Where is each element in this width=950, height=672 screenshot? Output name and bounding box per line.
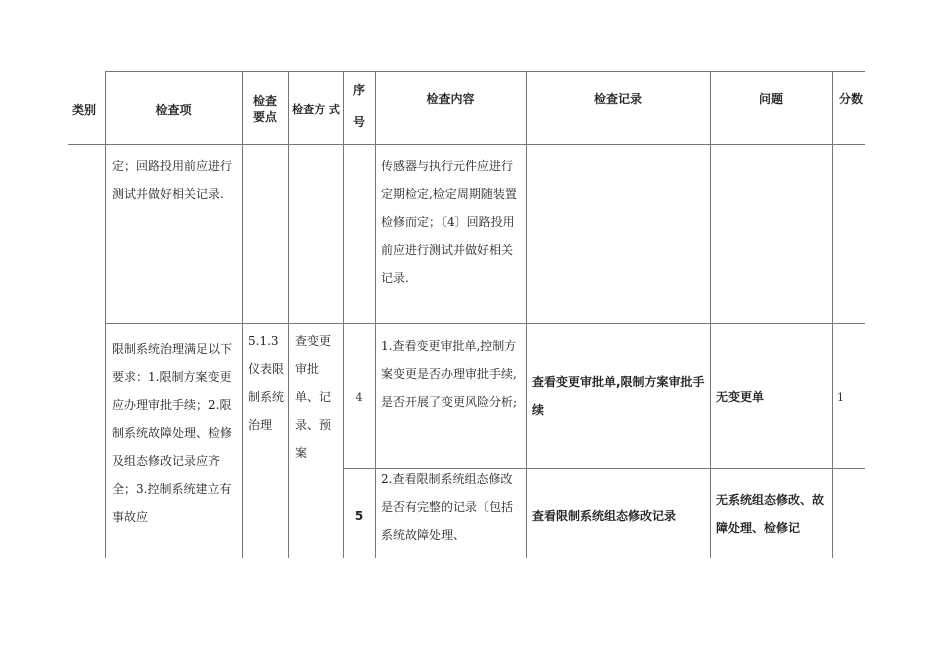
row2-key-point-text: 5.1.3 仪表限制系统治理 <box>248 334 285 432</box>
row3-record-text: 查看限制系统组态修改记录 <box>532 509 677 523</box>
col-divider <box>343 71 344 558</box>
row1-item-text: 定；回路投用前应进行测试并做好相关记录. <box>112 159 233 201</box>
table-top-border <box>105 71 865 72</box>
header-content: 检查内容 <box>426 92 475 106</box>
row1-content-text: 传感器与执行元件应进行定期检定,检定周期随装置检修而定；〔4〕回路投用前应进行测试并做好相关记录. <box>381 159 517 285</box>
row2-method-text: 查变更审批单、记录、预案 <box>295 334 332 460</box>
col-divider <box>105 71 106 558</box>
header-record: 检查记录 <box>593 92 642 106</box>
header-score: 分数 <box>838 92 863 106</box>
header-issue: 问题 <box>758 92 783 106</box>
col-divider <box>288 71 289 558</box>
row3-seq-number: 5 <box>354 509 364 523</box>
header-method: 检查方 式 <box>292 103 340 116</box>
header-seq: 序 号 <box>352 83 365 129</box>
row2-item-text: 限制系统治理满足以下要求：1.限制方案变更应办理审批手续；2.限制系统故障处理、检修及组态修改记录应齐全；3.控制系统建立有事故应 <box>112 342 233 524</box>
row2-record-text: 查看变更审批单,限制方案审批手续 <box>532 375 705 417</box>
row2-seq-number: 4 <box>355 391 363 404</box>
row2-issue-text: 无变更单 <box>716 390 765 404</box>
row2-score: 1 <box>837 391 844 404</box>
header-category: 类别 <box>71 103 96 117</box>
col-divider <box>242 71 243 558</box>
row1-bottom-border <box>105 323 865 324</box>
header-key-point: 检查 要点 <box>252 94 277 124</box>
col-divider <box>375 71 376 558</box>
col-divider <box>832 71 833 558</box>
col-divider <box>526 71 527 558</box>
row2-content-text: 1.查看变更审批单,控制方案变更是否办理审批手续,是否开展了变更风险分析; <box>381 339 518 409</box>
header-bottom-border <box>68 144 865 145</box>
col-divider <box>710 71 711 558</box>
row3-issue-text: 无系统组态修改、故障处理、检修记 <box>716 493 825 535</box>
header-item: 检查项 <box>155 103 192 117</box>
row3-content-text: 2.查看限制系统组态修改是否有完整的记录〔包括系统故障处理、 <box>381 472 514 542</box>
